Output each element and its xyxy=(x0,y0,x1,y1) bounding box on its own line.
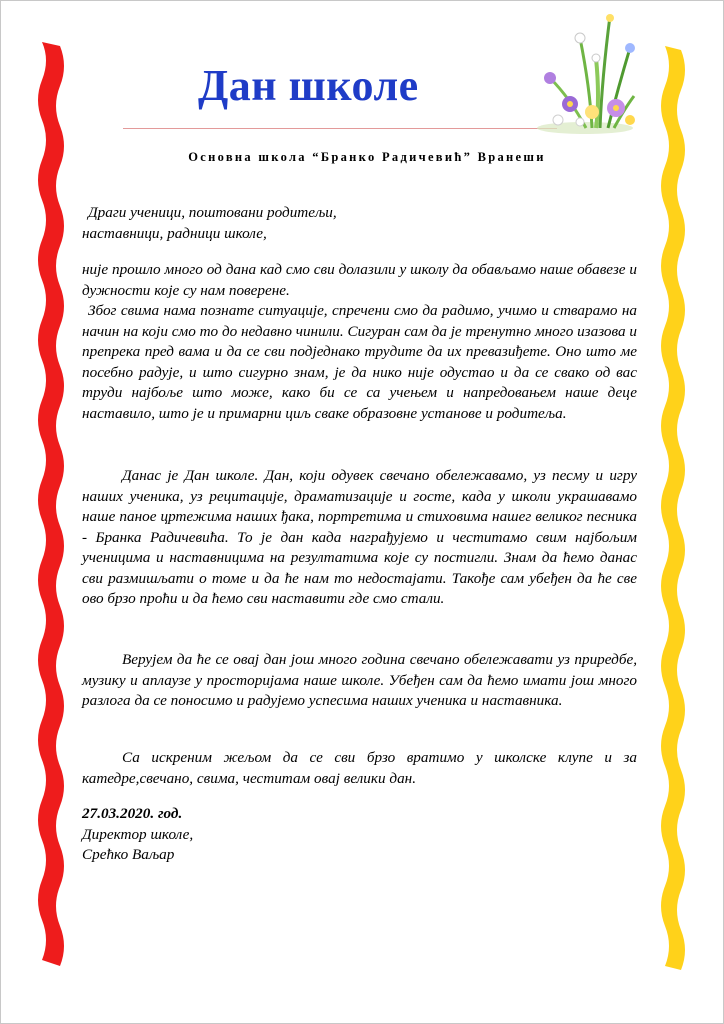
signature-role: Директор школе, xyxy=(82,825,194,843)
greeting xyxy=(82,203,637,244)
right-yellow-wave-band xyxy=(661,46,685,970)
paragraph-4: Верујем да ће се овај дан још много година свечано обележавати уз приредбе, музику и аплаузе у просторијама наше школе. Убеђен сам да ћемо имати још много разлога да се поносимо и радујемо успесима наших ученика и наставника. xyxy=(82,651,637,709)
closing-paragraph xyxy=(82,748,637,789)
document-title: Дан школе xyxy=(198,61,419,110)
belief-paragraph xyxy=(82,650,637,712)
paragraph-2: Због свима нама познате ситуације, спречени смо да радимо, учимо и стварамо на начин на који смо то до недавно чинили. Сигуран сам да је тренутно много изазова и препрека пред вама и да се сви подједнако трудите да их превазиђете. Оно што ме посебно радује, и што сигурно знам, је да нико није одустао и да се свако од вас труди најбоље што може, како би се са учењем и напредовањем наше деце наставило, што је и примарни циљ сваке образовне установе и родитеља. xyxy=(82,302,637,422)
title-underline xyxy=(123,128,557,129)
paragraph-3: Данас је Дан школе. Дан, који одувек свечано обележавамо, уз песму и игру наших ученика, уз рецитације, драматизације и госте, када у школи украшавамо наше паное цртежима наших ђака, портретима и стиховима нашег великог песника - Бранка Радичевића. То је дан када награђујемо и честитамо свим најбољим ученицима и наставницима на резултатима које су постигли. Знам да ћемо данас сви размишљати о томе и да ће нам то недостајати. Такође сам убеђен да ће све ово брзо проћи и да ћемо сви наставити где смо стали. xyxy=(82,467,637,607)
school-day-paragraph xyxy=(82,466,637,610)
letter-date: 27.03.2020. год. xyxy=(82,805,183,822)
spring-flowers-illustration xyxy=(530,8,640,136)
paragraph-1: није прошло много од дана кад смо сви долазили у школу да обављамо наше обавезе и дужности које су нам поверене. xyxy=(82,261,637,299)
intro-paragraphs xyxy=(82,260,637,424)
school-name: Основна школа “Бранко Радичевић” Вранеши xyxy=(188,150,546,164)
signature-name: Срећко Ваљар xyxy=(82,846,175,863)
greeting-line-2: наставници, радници школе, xyxy=(82,224,267,242)
greeting-line-1: Драги ученици, поштовани родитељи, xyxy=(88,204,337,221)
signature-block xyxy=(82,804,637,866)
paragraph-5: Са искреним жељом да се сви брзо вратимо у школске клупе и за катедре,свечано, свима, честитам овај велики дан. xyxy=(82,749,637,787)
